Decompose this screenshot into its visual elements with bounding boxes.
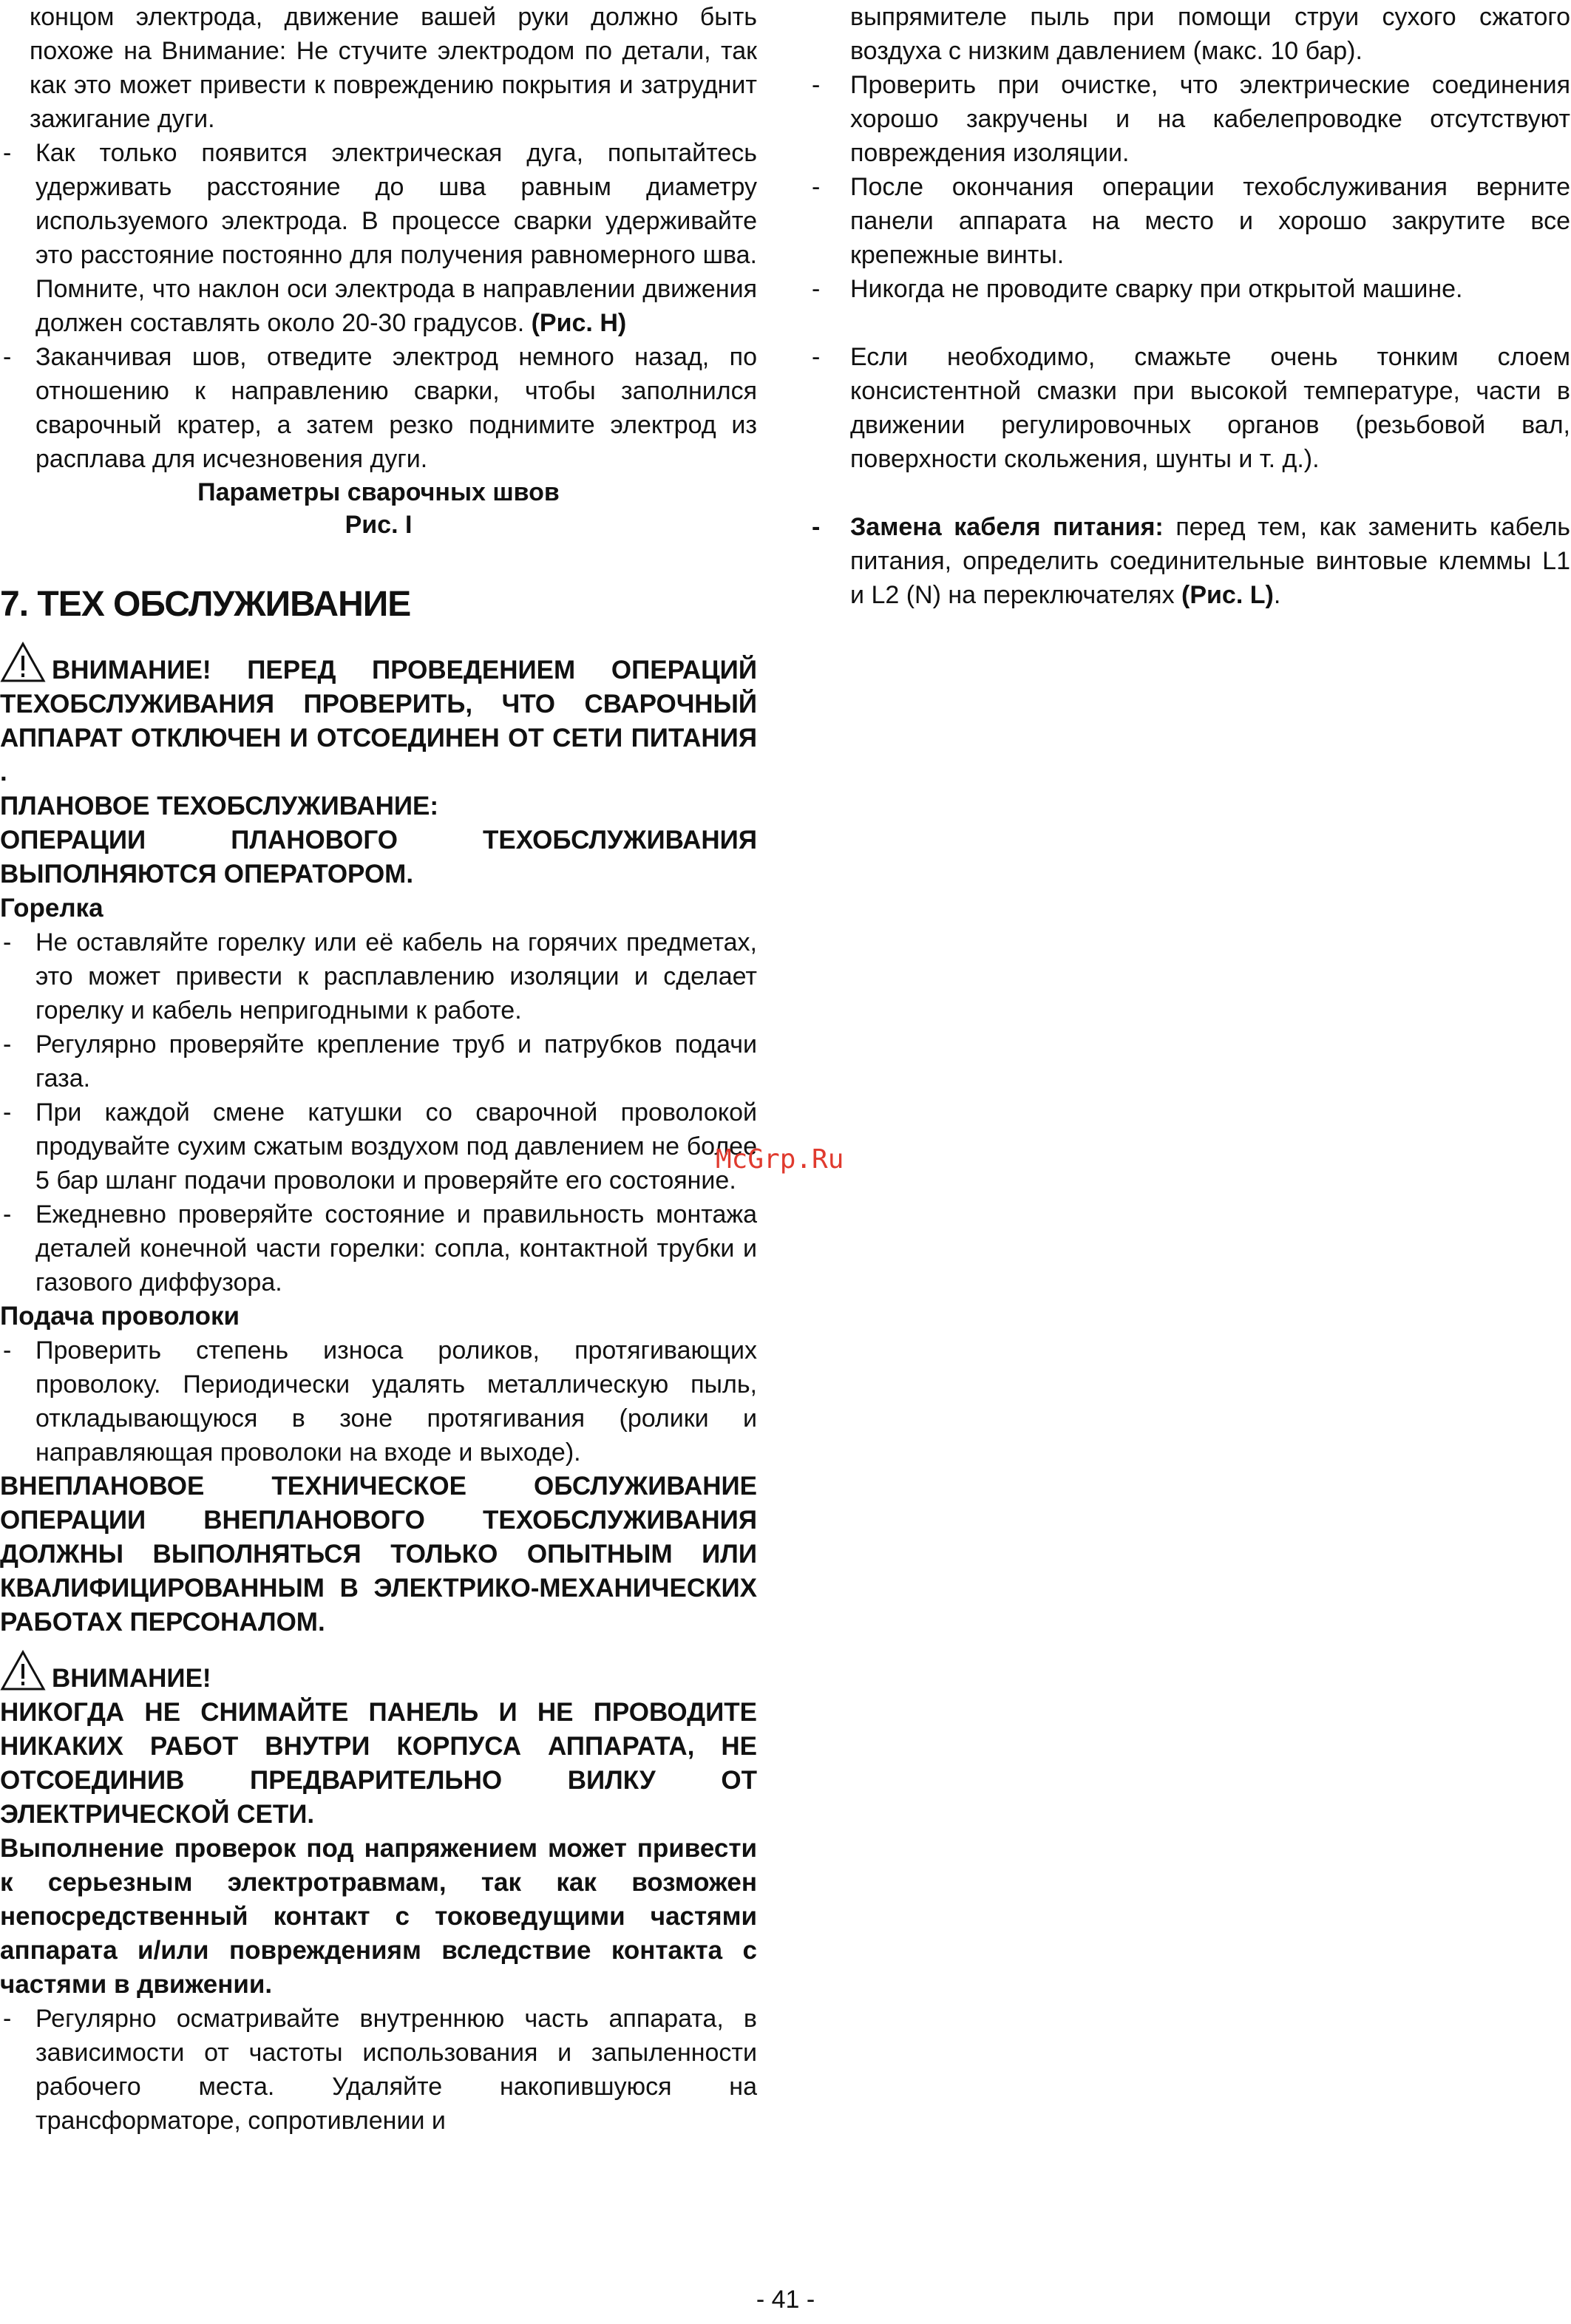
- list-item: [0, 1095, 757, 1197]
- list-item-text: Регулярно проверяйте крепление труб и патрубков подачи газа.: [35, 1030, 757, 1093]
- list-item: [0, 136, 757, 340]
- warning-triangle-icon: [0, 642, 46, 683]
- list-item-text: Если необходимо, смажьте очень тонким слоем консистентной смазки при высокой температуре, части в движении регулировочных органов (резьбовой вал, поверхности скольжения, шунты и т. д.).: [850, 343, 1570, 473]
- list-item: [0, 925, 757, 1027]
- warning2-body: НИКОГДА НЕ СНИМАЙТЕ ПАНЕЛЬ И НЕ ПРОВОДИТЕ НИКАКИХ РАБОТ ВНУТРИ КОРПУСА АППАРАТА, НЕ ОТСОЕДИНИВ ПРЕДВАРИТЕЛЬНО ВИЛКУ ОТ ЭЛЕКТРИЧЕСКОЙ СЕТИ.: [0, 1698, 757, 1829]
- list-item: [0, 1333, 757, 1470]
- figure-ref: (Рис. H): [531, 309, 627, 337]
- warning-triangle-icon: [0, 1650, 46, 1691]
- list-dash: -: [812, 513, 821, 541]
- list-dash: -: [3, 1336, 12, 1365]
- list-item-text: Проверить степень износа роликов, протягивающих проволоку. Периодически удалять металлическую пыль, откладывающуюся в зоне протягивания (ролики и направляющая проволоки на входе и выходе).: [35, 1336, 757, 1467]
- list-item: [809, 170, 1570, 272]
- figure-caption-title: Параметры сварочных швов: [197, 478, 560, 506]
- torch-title: Горелка: [0, 894, 104, 923]
- warning2-title-row: [0, 1650, 757, 1696]
- cable-label: Замена кабеля питания:: [850, 513, 1164, 541]
- list-dash: -: [812, 275, 821, 303]
- list-item-text: Не оставляйте горелку или её кабель на горячих предметах, это может привести к расплавлению изоляции и сделает горелку и кабель непригодными к работе.: [35, 928, 757, 1025]
- section-title: 7. ТЕХ ОБСЛУЖИВАНИЕ: [0, 585, 411, 624]
- list-item-text: Ежедневно проверяйте состояние и правильность монтажа деталей конечной части горелки: сопла, контактной трубки и газового диффузора.: [35, 1200, 757, 1297]
- list-dash: -: [812, 173, 821, 201]
- list-item: [0, 2002, 757, 2138]
- list-dash: -: [3, 2005, 12, 2033]
- intro-continuation: концом электрода, движение вашей руки должно быть похоже на Внимание: Не стучите электродом по детали, так как это может привести к повреждению покрытия и затруднит зажигание дуги.: [30, 3, 757, 133]
- warning-block: [0, 642, 757, 789]
- list-item: [0, 1027, 757, 1095]
- planned-maintenance-title: ПЛАНОВОЕ ТЕХОБСЛУЖИВАНИЕ:: [0, 792, 439, 820]
- list-item-text: Регулярно осматривайте внутреннюю часть аппарата, в зависимости от частоты использования и запыленности рабочего места. Удаляйте накопившуюся на трансформаторе, сопротивлении и: [35, 2005, 757, 2135]
- figure-caption-ref: Рис. I: [345, 511, 413, 539]
- danger-note: Выполнение проверок под напряжением может привести к серьезным электротравмам, так как возможен непосредственный контакт с токоведущими частями аппарата и/или повреждениям вследствие контакта с частями в движении.: [0, 1834, 757, 1999]
- list-item-text: Как только появится электрическая дуга, попытайтесь удерживать расстояние до шва равным диаметру используемого электрода. В процессе сварки удерживайте это расстояние постоянно для получения равномерного шва. Помните, что наклон оси электрода в направлении движения должен составлять около 20-30 градусов.: [35, 139, 757, 337]
- warning-body: ВНИМАНИЕ! ПЕРЕД ПРОВЕДЕНИЕМ ОПЕРАЦИЙ ТЕХОБСЛУЖИВАНИЯ ПРОВЕРИТЬ, ЧТО СВАРОЧНЫЙ АППАРАТ ОТКЛЮЧЕН И ОТСОЕДИНЕН ОТ СЕТИ ПИТАНИЯ .: [0, 656, 757, 786]
- list-item: [809, 340, 1570, 476]
- cable-text: перед тем, как заменить кабель питания, определить соединительные винтовые клеммы L1 и L2 (N) на переключателях: [850, 513, 1570, 609]
- list-item-text: Заканчивая шов, отведите электрод немного назад, по отношению к направлению сварки, чтобы заполнился сварочный кратер, а затем резко поднимите электрод из расплава для исчезновения дуги.: [35, 343, 757, 473]
- list-item: [809, 272, 1570, 306]
- spacer: [809, 306, 1570, 340]
- warning-text: [0, 642, 757, 789]
- list-dash: -: [3, 139, 12, 167]
- figure-ref: (Рис. L): [1181, 581, 1274, 609]
- page-number: - 41 -: [756, 2286, 815, 2314]
- right-column: [809, 0, 1570, 612]
- list-item-text: Никогда не проводите сварку при открытой машине.: [850, 275, 1463, 303]
- cable-end: .: [1273, 581, 1281, 609]
- list-dash: -: [3, 1200, 12, 1229]
- wire-feed-title: Подача проволоки: [0, 1302, 240, 1331]
- list-item: [0, 340, 757, 476]
- unplanned-maintenance: ВНЕПЛАНОВОЕ ТЕХНИЧЕСКОЕ ОБСЛУЖИВАНИЕ ОПЕРАЦИИ ВНЕПЛАНОВОГО ТЕХОБСЛУЖИВАНИЯ ДОЛЖНЫ ВЫПОЛНЯТЬСЯ ТОЛЬКО ОПЫТНЫМ ИЛИ КВАЛИФИЦИРОВАННЫМ В ЭЛЕКТРИКО-МЕХАНИЧЕСКИХ РАБОТАХ ПЕРСОНАЛОМ.: [0, 1472, 757, 1637]
- list-item: [0, 1197, 757, 1299]
- list-dash: -: [3, 928, 12, 957]
- list-item: [809, 510, 1570, 612]
- list-dash: -: [3, 1098, 12, 1127]
- right-continuation: выпрямителе пыль при помощи струи сухого сжатого воздуха с низким давлением (макс. 10 бар).: [850, 3, 1570, 65]
- list-item-text: Проверить при очистке, что электрические соединения хорошо закручены и на кабелепроводке отсутствуют повреждения изоляции.: [850, 71, 1570, 167]
- spacer: [809, 476, 1570, 510]
- planned-maintenance-note: ОПЕРАЦИИ ПЛАНОВОГО ТЕХОБСЛУЖИВАНИЯ ВЫПОЛНЯЮТСЯ ОПЕРАТОРОМ.: [0, 826, 757, 889]
- warning2-title: ВНИМАНИЕ!: [52, 1664, 211, 1693]
- left-column: [0, 0, 757, 2138]
- list-dash: -: [3, 343, 12, 371]
- list-dash: -: [3, 1030, 12, 1059]
- list-dash: -: [812, 71, 821, 99]
- list-dash: -: [812, 343, 821, 371]
- list-item-text: При каждой смене катушки со сварочной проволокой продувайте сухим сжатым воздухом под давлением не более 5 бар шланг подачи проволоки и проверяйте его состояние.: [35, 1098, 757, 1195]
- watermark: McGrp.Ru: [716, 1144, 844, 1175]
- list-item-text: После окончания операции техобслуживания верните панели аппарата на место и хорошо закрутите все крепежные винты.: [850, 173, 1570, 269]
- list-item: [809, 68, 1570, 170]
